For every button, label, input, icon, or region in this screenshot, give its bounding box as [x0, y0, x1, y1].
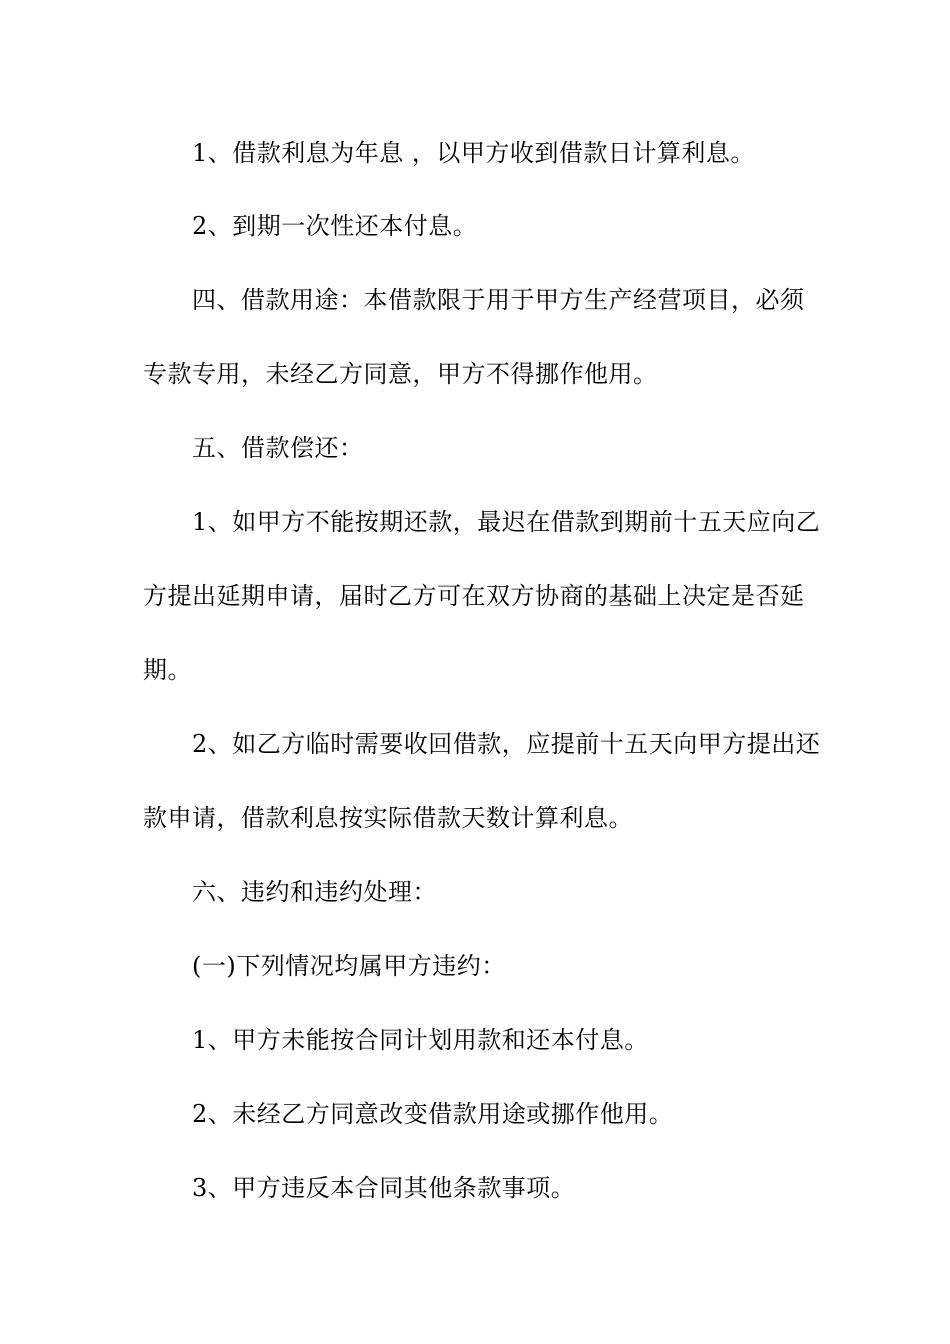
repayment-clause-1-line-1: 1、如甲方不能按期还款，最迟在借款到期前十五天应向乙	[192, 508, 821, 536]
breach-item-2: 2、未经乙方同意改变借款用途或挪作他用。	[192, 1100, 674, 1128]
interest-clause-2: 2、到期一次性还本付息。	[192, 212, 478, 240]
breach-subheading: (一)下列情况均属甲方违约：	[192, 952, 506, 980]
breach-item-3: 3、甲方违反本合同其他条款事项。	[192, 1174, 576, 1202]
loan-purpose-heading-line: 四、借款用途：本借款限于用于甲方生产经营项目，必须	[192, 286, 805, 314]
loan-purpose-continuation: 专款专用，未经乙方同意，甲方不得挪作他用。	[143, 360, 658, 388]
repayment-clause-1-line-3: 期。	[143, 656, 192, 684]
interest-clause-1: 1、借款利息为年息 ，以甲方收到借款日计算利息。	[192, 139, 755, 167]
breach-item-1: 1、甲方未能按合同计划用款和还本付息。	[192, 1026, 649, 1054]
repayment-clause-2-line-1: 2、如乙方临时需要收回借款，应提前十五天向甲方提出还	[192, 730, 821, 758]
repayment-clause-1-line-2: 方提出延期申请，届时乙方可在双方协商的基础上决定是否延	[143, 582, 805, 610]
breach-heading: 六、违约和违约处理：	[192, 878, 437, 906]
loan-repayment-heading: 五、借款偿还：	[192, 434, 364, 462]
repayment-clause-2-line-2: 款申请，借款利息按实际借款天数计算利息。	[143, 804, 633, 832]
